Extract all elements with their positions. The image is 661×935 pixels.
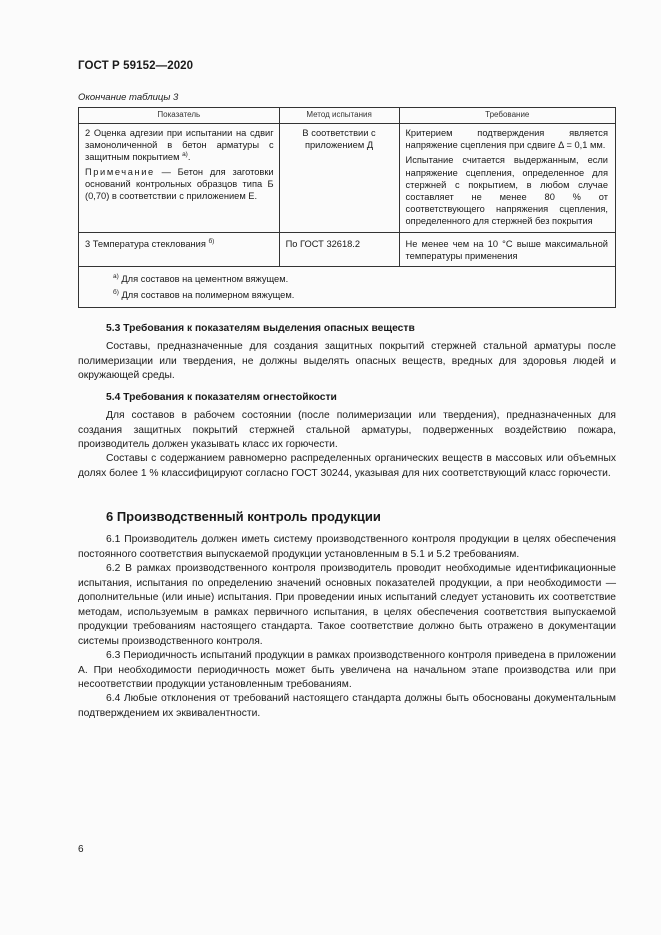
- cell-indicator: [79, 124, 280, 233]
- chapter-heading: 6 Производственный контроль продукции: [106, 509, 381, 524]
- table-header-row: [79, 108, 616, 124]
- paragraph: 6.1 Производитель должен иметь систему производственного контроля продукции в целях обеспечения постоянного соответствия выпускаемой продукции установленным в 5.1 и 5.2 требованиям.: [78, 534, 616, 560]
- document-code: ГОСТ Р 59152—2020: [78, 60, 194, 72]
- paragraph: Для составов в рабочем состоянии (после полимеризации или твердения), предназначенных для создания защитных покрытий стержней стальной арматуры, подверженных воздействию пожара, производитель должен указывать класс их горючести.: [78, 410, 616, 451]
- indicator-text: 2 Оценка адгезии при испытании на сдвиг замоноличенной в бетон арматуры с защитным покрытием $^{а)}$.: [85, 128, 274, 163]
- cell-requirement: Не менее чем на 10 °С выше максимальной температуры применения: [399, 232, 615, 266]
- paragraph: 6.4 Любые отклонения от требований настоящего стандарта должны быть обоснованы документальным подтверждением их эквивалентности.: [78, 693, 616, 719]
- footnote: $^{а)}$ Для составов на цементном вяжущем.: [113, 272, 289, 285]
- section-heading: 5.4 Требования к показателям огнестойкости: [106, 392, 337, 403]
- footnotes-row: [79, 267, 616, 308]
- paragraph: 6.3 Периодичность испытаний продукции в рамках производственного контроля приведена в приложении А. При необходимости периодичность может быть увеличена на начальном этапе производства или при несоответствии продукции установленным требованиям.: [78, 650, 616, 691]
- footnote-ref: а): [182, 151, 188, 159]
- requirement-paragraph: Испытание считается выдержанным, если напряжение сцепления, определенное для стержней с покрытием, в любом случае составляет не менее 80 % от соответствующего напряжения сцепления, определенного для стержней без покрытия: [405, 155, 608, 227]
- requirement-paragraph: Критерием подтверждения является напряжение сцепления при сдвиге Δ = 0,1 мм.: [405, 128, 608, 151]
- note-label: Примечание: [85, 166, 155, 177]
- cell-indicator: 3 Температура стеклования $^{б)}$: [79, 232, 280, 266]
- paragraph: 6.2 В рамках производственного контроля производитель проводит необходимые идентификационные испытания, испытания по определению значений основных показателей продукции, а при необходимости — дополнительные (или иные) испытания. При проведении иных испытаний следует установить их соответствие методам, используемым в рамках первичного испытания, в целях обеспечения соответствия выпускаемой продукции требованиям настоящего стандарта. Такое соответствие должно быть отражено в документации системы производственного контроля.: [78, 563, 616, 647]
- footnotes-cell: [79, 267, 616, 308]
- header-indicator: Показатель: [79, 108, 280, 124]
- page-number: 6: [78, 844, 84, 855]
- table-row: [79, 124, 616, 233]
- header-method: Метод испытания: [279, 108, 399, 124]
- cell-method: В соответствии с приложением Д: [279, 124, 399, 233]
- header-requirement: Требование: [399, 108, 615, 124]
- cell-requirement: [399, 124, 615, 233]
- table-caption: Окончание таблицы 3: [78, 92, 179, 103]
- paragraph: Составы с содержанием равномерно распределенных органических веществ в массовых или объемных долях более 1 % классифицируют согласно ГОСТ 30244, указывая для них соответствующий класс горючести.: [78, 453, 616, 479]
- footnote-ref: б): [208, 237, 215, 245]
- table-row: [79, 232, 616, 266]
- paragraph: Составы, предназначенные для создания защитных покрытий стержней стальной арматуры после полимеризации или твердения, не должны выделять опасных веществ, вредных для здоровья людей и окружающей среды.: [78, 341, 616, 382]
- section-heading: 5.3 Требования к показателям выделения опасных веществ: [106, 323, 415, 334]
- note-text: — Бетон для заготовки оснований контрольных образцов типа Б (0,70) в соответствии с приложением Е.: [85, 166, 274, 202]
- footnote: $^{б)}$ Для составов на полимерном вяжущем.: [113, 288, 295, 301]
- table-note: [85, 166, 274, 203]
- requirements-table: [78, 107, 616, 308]
- cell-method: По ГОСТ 32618.2: [279, 232, 399, 266]
